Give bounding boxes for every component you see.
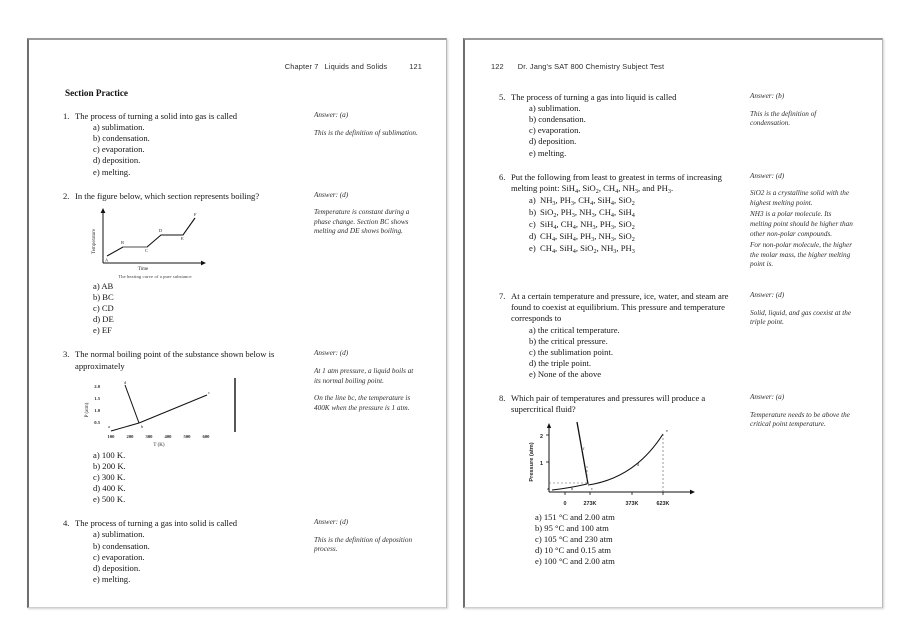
choice-c[interactable]: c) evaporation. xyxy=(93,551,145,562)
sub: 4 xyxy=(551,248,556,256)
choice-d[interactable]: d) deposition. xyxy=(93,562,141,573)
question-text: The process of turning a gas into solid is called xyxy=(75,518,238,529)
choice-e[interactable]: e) 500 K. xyxy=(93,494,126,505)
question-number: 5. xyxy=(499,92,506,102)
answer-key: Answer: (d) xyxy=(750,171,785,180)
question-number: 3. xyxy=(63,349,70,360)
answer-explanation: At 1 atm pressure, a liquid boils at its normal boiling point. xyxy=(314,366,414,385)
choice-list xyxy=(93,122,308,177)
sub: 3 xyxy=(570,200,574,208)
choice-label: e) xyxy=(529,243,536,254)
sub: 4 xyxy=(551,236,556,244)
question-number: 4. xyxy=(63,518,70,529)
answer-explanation-2: On the line bc, the temperature is 400K when the pressure is 1 atm. xyxy=(314,394,411,412)
answer-explanation: Solid, liquid, and gas coexist at the triple point. xyxy=(750,308,852,327)
sub: 3 xyxy=(667,187,671,195)
choice-a[interactable]: a) AB xyxy=(93,280,114,291)
answer-key: Answer: (d) xyxy=(750,291,785,300)
ytick-1: 1 xyxy=(540,460,543,467)
sub: 4 xyxy=(615,187,619,195)
question-text: In the figure below, which section represents boiling? xyxy=(75,190,260,201)
choice-e[interactable]: e) None of the above xyxy=(529,369,602,379)
frag: , NH xyxy=(618,182,635,193)
svg-text:A: A xyxy=(105,257,109,263)
section-title: Section Practice xyxy=(65,88,129,98)
answer-key: Answer: (b) xyxy=(750,92,785,100)
choice-e[interactable]: e) melting. xyxy=(529,147,567,158)
choice-c[interactable]: c) 300 K. xyxy=(93,471,126,482)
choice-b[interactable]: b) condensation. xyxy=(529,114,586,125)
page-right xyxy=(463,38,883,608)
svg-text:T (K): T (K) xyxy=(153,442,165,448)
xtick-373: 373K xyxy=(625,500,639,507)
ytick-1-0: 1.0 xyxy=(94,407,100,413)
svg-text:b: b xyxy=(141,423,144,429)
sub: 4 xyxy=(610,212,615,220)
question-2 xyxy=(55,191,422,337)
choice-label: c) xyxy=(529,219,536,230)
sub: 4 xyxy=(572,224,576,232)
question-5 xyxy=(491,92,858,159)
choice-c[interactable]: c) 105 °C and 230 atm xyxy=(535,533,613,544)
choice-a[interactable]: a) the critical temperature. xyxy=(529,324,620,335)
question-number: 7. xyxy=(499,291,506,302)
choice-e[interactable]: e) melting. xyxy=(93,166,131,177)
sub: 3 xyxy=(571,212,575,220)
page-left xyxy=(27,38,447,608)
choice-a[interactable]: a) sublimation. xyxy=(93,529,145,540)
sub: 2 xyxy=(595,187,599,195)
choice-list-rich xyxy=(529,195,744,255)
answer-block xyxy=(314,111,418,178)
choice-a[interactable]: a) sublimation. xyxy=(529,103,581,114)
answer-block xyxy=(750,393,854,567)
svg-text:c: c xyxy=(208,389,210,395)
choice-b[interactable]: b) condensation. xyxy=(93,540,150,551)
svg-text:400: 400 xyxy=(164,433,172,439)
frag: . xyxy=(670,182,674,193)
figure-heating-curve xyxy=(55,206,308,279)
sub: 4 xyxy=(553,224,557,232)
choice-c[interactable]: c) evaporation. xyxy=(93,144,145,155)
xtick-273: 273K xyxy=(583,500,597,507)
question-text: At a certain temperature and pressure, ice, water, and steam are found to coexist at equilibrium. This pressure and temperature corresponds to xyxy=(511,291,729,324)
ytick-2: 2 xyxy=(540,433,543,440)
answer-explanation-3: For non-polar molecule, the higher the molar mass, the higher melting point is. xyxy=(750,241,853,269)
question-7 xyxy=(491,291,858,380)
question-number: 1. xyxy=(63,111,70,121)
choice-d[interactable]: d) 10 °C and 0.15 atm xyxy=(535,544,611,555)
page-header-right xyxy=(491,62,858,74)
header-chapter: Chapter 7 xyxy=(284,62,319,71)
choice-c[interactable]: c) the sublimation point. xyxy=(529,346,614,357)
answer-explanation: This is the definition of deposition process. xyxy=(314,535,413,554)
header-title: Dr. Jang's SAT 800 Chemistry Subject Test xyxy=(517,62,665,71)
sub: 4 xyxy=(610,200,615,208)
sub: 3 xyxy=(591,212,595,220)
choice-e[interactable]: e) $CH_4$, SiH$_4$, SiO$_2$, $NH_3$, $PH_3$ xyxy=(529,243,635,256)
question-text: Which pair of temperatures and pressures will produce a supercritical fluid? xyxy=(511,393,706,415)
choice-d[interactable]: d) deposition. xyxy=(93,155,141,166)
frag: , CH xyxy=(598,182,616,193)
q6-lead: Put the following from least to greatest in terms of increasing melting point: SiH xyxy=(511,171,722,193)
question-text: The process of turning a gas into liquid is called xyxy=(511,92,677,102)
sub: 3 xyxy=(613,248,617,256)
svg-text:d: d xyxy=(124,379,127,385)
choice-list xyxy=(529,103,744,158)
choice-b[interactable]: b) SiO$_2$, $PH_3$, $NH_3$, $CH_4$, SiH$_4$ xyxy=(529,207,635,220)
svg-text:a: a xyxy=(108,423,110,429)
choice-d[interactable]: d) deposition. xyxy=(529,136,577,147)
question-number: 2. xyxy=(63,190,70,201)
sub: 4 xyxy=(572,248,576,256)
answer-key: Answer: (d) xyxy=(314,518,349,527)
choice-b[interactable]: b) BC xyxy=(93,291,114,302)
question-6 xyxy=(491,172,858,278)
sub: 3 xyxy=(631,248,635,256)
header-page-number: 121 xyxy=(409,62,422,71)
choice-c[interactable]: c) CD xyxy=(93,303,114,314)
sub: 3 xyxy=(610,236,615,244)
svg-text:C: C xyxy=(145,247,148,253)
sub: 2 xyxy=(631,236,635,244)
svg-text:f: f xyxy=(583,445,585,451)
figure-caption: The heating curve of a pure substance xyxy=(118,273,192,279)
answer-key: Answer: (d) xyxy=(314,349,349,358)
answer-explanation: Temperature needs to be above the critical point temperature. xyxy=(750,410,850,429)
answer-explanation: This is the definition of condensation. xyxy=(750,109,817,128)
choice-list xyxy=(93,450,308,505)
choice-list xyxy=(535,512,744,567)
figure-phase-diagram-q8 xyxy=(495,420,744,510)
sub: 4 xyxy=(574,187,579,195)
choice-label: d) xyxy=(529,231,537,242)
svg-text:Temperature: Temperature xyxy=(92,228,97,254)
answer-explanation: SiO2 is a crystalline solid with the highest melting point. xyxy=(750,189,850,207)
choice-c[interactable]: c) evaporation. xyxy=(529,125,581,136)
choice-list xyxy=(93,529,308,584)
svg-text:E: E xyxy=(181,235,184,241)
ytick-2-0: 2.0 xyxy=(94,383,100,389)
choice-a[interactable]: a) 100 K. xyxy=(93,449,126,460)
choice-e[interactable]: e) EF xyxy=(93,325,112,336)
svg-text:Pressure (atm): Pressure (atm) xyxy=(529,441,535,482)
answer-key: Answer: (a) xyxy=(750,393,785,402)
answer-explanation-2: NH3 is a polar molecule. Its melting point should be higher than other non-polar compounds. xyxy=(750,210,853,238)
xtick-0: 0 xyxy=(563,500,567,507)
choice-c[interactable]: c) SiH$_4$, $CH_4$, $NH_3$, $PH_3$, SiO$_2$ xyxy=(529,219,635,232)
svg-text:a: a xyxy=(547,485,549,491)
sub: 3 xyxy=(592,224,596,232)
sub: 4 xyxy=(572,236,576,244)
choice-e[interactable]: e) 100 °C and 2.00 atm xyxy=(535,555,615,566)
figure-phase-diagram-q3 xyxy=(55,376,308,448)
svg-text:600: 600 xyxy=(202,433,210,439)
choice-b[interactable]: b) the critical pressure. xyxy=(529,335,608,346)
sub: 2 xyxy=(631,200,635,208)
sub: 4 xyxy=(590,200,594,208)
choice-d[interactable]: d) 400 K. xyxy=(93,483,126,494)
answer-key: Answer: (a) xyxy=(314,111,349,119)
sub: 2 xyxy=(631,224,635,232)
question-1 xyxy=(55,111,422,178)
question-8 xyxy=(491,393,858,567)
question-4 xyxy=(55,518,422,585)
frag: , SiO xyxy=(578,182,596,193)
sub: 3 xyxy=(634,187,638,195)
question-text: The normal boiling point of the substance shown below is approximately xyxy=(75,349,275,371)
choice-a[interactable]: a) sublimation. xyxy=(93,122,145,133)
ytick-0-5: 0.5 xyxy=(94,419,100,425)
svg-text:500: 500 xyxy=(183,433,191,439)
sub: 2 xyxy=(553,212,557,220)
svg-text:Time: Time xyxy=(137,266,149,272)
svg-text:e: e xyxy=(666,427,668,433)
sub: 3 xyxy=(591,236,595,244)
sub: 3 xyxy=(552,200,556,208)
choice-d[interactable]: d) $CH_4$, SiH$_4$, $PH_3$, $NH_3$, SiO$_2$ xyxy=(529,231,635,244)
question-number: 8. xyxy=(499,393,506,404)
svg-text:B: B xyxy=(121,239,124,245)
answer-block xyxy=(314,518,418,585)
svg-text:c: c xyxy=(591,485,593,491)
answer-block xyxy=(314,191,418,337)
choice-d[interactable]: d) DE xyxy=(93,314,114,325)
svg-text:200: 200 xyxy=(126,433,134,439)
choice-label: a) xyxy=(529,195,536,206)
svg-text:F: F xyxy=(194,211,197,217)
page-header-left xyxy=(55,62,422,74)
svg-text:d: d xyxy=(637,461,640,467)
question-text xyxy=(511,172,744,195)
svg-text:D: D xyxy=(159,227,163,233)
svg-text:b: b xyxy=(571,485,574,491)
answer-explanation: This is the definition of sublimation. xyxy=(314,128,418,137)
svg-text:300: 300 xyxy=(145,433,153,439)
choice-list xyxy=(93,281,308,336)
choice-label: b) xyxy=(529,207,537,218)
question-3 xyxy=(55,349,422,505)
answer-key: Answer: (d) xyxy=(314,190,349,199)
ytick-1-5: 1.5 xyxy=(94,395,100,401)
xtick-623: 623K xyxy=(656,500,670,507)
answer-block xyxy=(750,172,854,278)
answer-explanation: Temperature is constant during a phase change. Section BC shows melting and DE shows boiling. xyxy=(314,208,410,236)
choice-list xyxy=(529,325,744,380)
choice-a[interactable]: a) 151 °C and 2.00 atm xyxy=(535,511,615,522)
choice-a[interactable]: a) $NH_3$, $PH_3$, $CH_4$, SiH$_4$, SiO$_2$ xyxy=(529,195,635,208)
sub: 2 xyxy=(593,248,597,256)
choice-b[interactable]: b) condensation. xyxy=(93,133,150,144)
sub: 3 xyxy=(610,224,615,232)
svg-text:P (atm): P (atm) xyxy=(85,402,90,418)
choice-b[interactable]: b) 95 °C and 100 atm xyxy=(535,522,609,533)
answer-block xyxy=(750,291,854,380)
choice-d[interactable]: d) the triple point. xyxy=(529,357,592,368)
choice-b[interactable]: b) 200 K. xyxy=(93,460,126,471)
answer-block xyxy=(750,92,854,159)
header-page-number: 122 xyxy=(491,62,504,71)
answer-block xyxy=(314,349,418,505)
sub: 4 xyxy=(631,212,635,220)
choice-e[interactable]: e) melting. xyxy=(93,573,131,584)
question-text: The process of turning a solid into gas is called xyxy=(75,111,238,121)
question-number: 6. xyxy=(499,171,506,182)
header-title: Liquids and Solids xyxy=(324,62,388,71)
frag: , and PH xyxy=(638,182,668,193)
svg-text:100: 100 xyxy=(107,433,115,439)
